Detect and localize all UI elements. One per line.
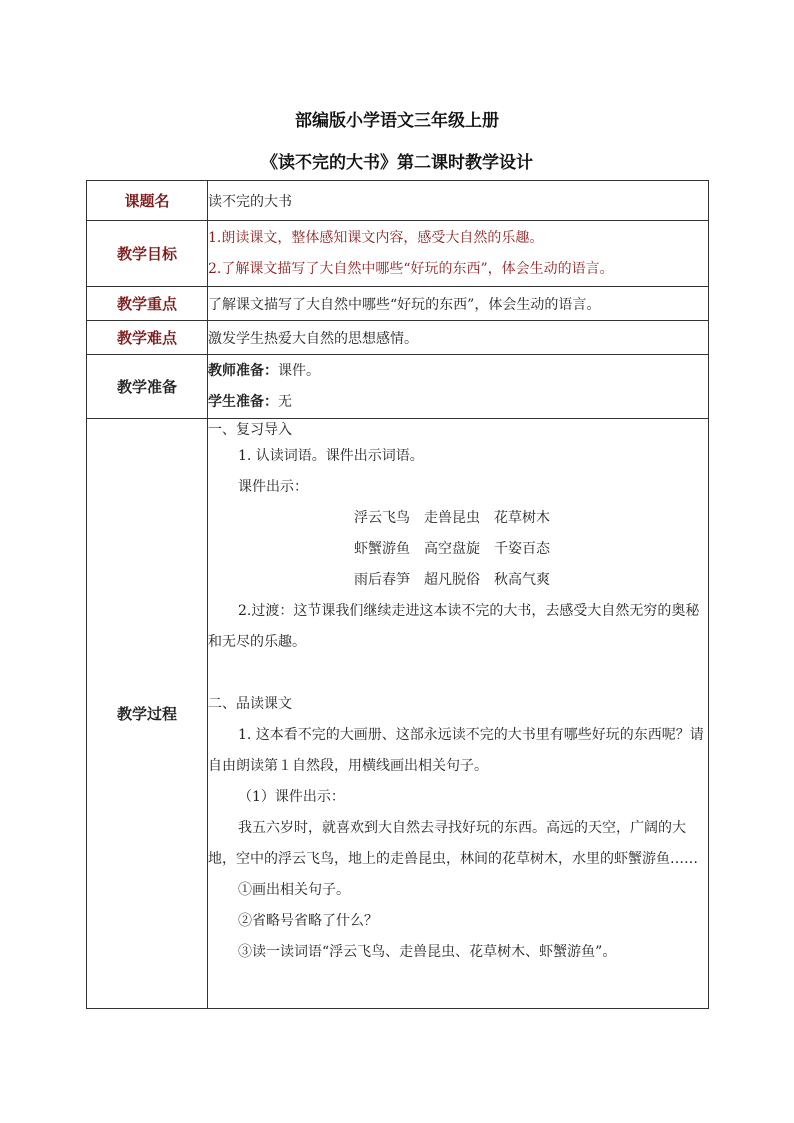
lesson-plan-table [86, 180, 709, 1009]
section-1-item-1: 1. 认读词语。课件出示词语。 [238, 448, 424, 464]
section-1-title: 一、复习导入 [208, 422, 292, 438]
word-row-3: 雨后春笋 超凡脱俗 秋高气爽 [354, 572, 550, 588]
section-2-title: 二、品读课文 [208, 696, 292, 712]
word-row-2: 虾蟹游鱼 高空盘旋 千姿百态 [354, 541, 550, 557]
table-row-prep [87, 355, 709, 419]
word-row-1: 浮云飞鸟 走兽昆虫 花草树木 [354, 510, 550, 526]
prep-label: 教学准备 [87, 355, 208, 419]
passage: 我五六岁时，就喜欢到大自然去寻找好玩的东西。高远的天空，广阔的大地，空中的浮云飞鸟，地上的走兽昆虫，林间的花草树木，水里的虾蟹游鱼…… [208, 820, 698, 867]
process-label: 教学过程 [87, 419, 208, 1009]
table-row-goals [87, 221, 709, 287]
goal-item: 2.了解课文描写了大自然中哪些“好玩的东西”，体会生动的语言。 [208, 260, 614, 277]
student-prep [208, 387, 708, 418]
question-3: ③读一读词语“浮云飞鸟、走兽昆虫、花草树木、虾蟹游鱼”。 [238, 944, 617, 960]
goal-item: 1.朗读课文，整体感知课文内容，感受大自然的乐趣。 [208, 229, 544, 246]
table-row-difficulty [87, 321, 709, 355]
topic-value: 读不完的大书 [208, 181, 709, 221]
topic-label: 课题名 [87, 181, 208, 221]
teacher-prep-label: 教师准备： [208, 362, 278, 379]
teacher-prep [208, 356, 708, 387]
section-1-item-2: 2.过渡：这节课我们继续走进这本读不完的大书，去感受大自然无穷的奥秘和无尽的乐趣。 [208, 603, 700, 650]
document-title: 部编版小学语文三年级上册 [295, 111, 499, 131]
difficulty-value: 激发学生热爱大自然的思想感情。 [208, 321, 709, 355]
difficulty-label: 教学难点 [87, 321, 208, 355]
question-1: ①画出相关句子。 [238, 882, 350, 898]
table-row-key [87, 287, 709, 321]
key-label: 教学重点 [87, 287, 208, 321]
goals-label: 教学目标 [87, 221, 208, 287]
prep-value [208, 355, 709, 419]
process-value [208, 419, 709, 1009]
section-2-item-1: 1. 这本看不完的大画册、这部永远读不完的大书里有哪些好玩的东西呢？请自由朗读第１自然段，用横线画出相关句子。 [208, 727, 704, 774]
key-value: 了解课文描写了大自然中哪些“好玩的东西”，体会生动的语言。 [208, 287, 709, 321]
goals-value [208, 221, 709, 287]
document-subtitle: 《读不完的大书》第二课时教学设计 [261, 153, 533, 173]
teacher-prep-value: 课件。 [278, 362, 320, 379]
section-1-show: 课件出示： [238, 479, 308, 495]
student-prep-label: 学生准备： [208, 393, 278, 410]
blank-line [208, 658, 708, 689]
table-row-process [87, 419, 709, 1009]
question-2: ②省略号省略了什么？ [238, 913, 378, 929]
student-prep-value: 无 [278, 393, 292, 410]
section-2-show: （1）课件出示： [238, 789, 345, 805]
table-row-topic [87, 181, 709, 221]
